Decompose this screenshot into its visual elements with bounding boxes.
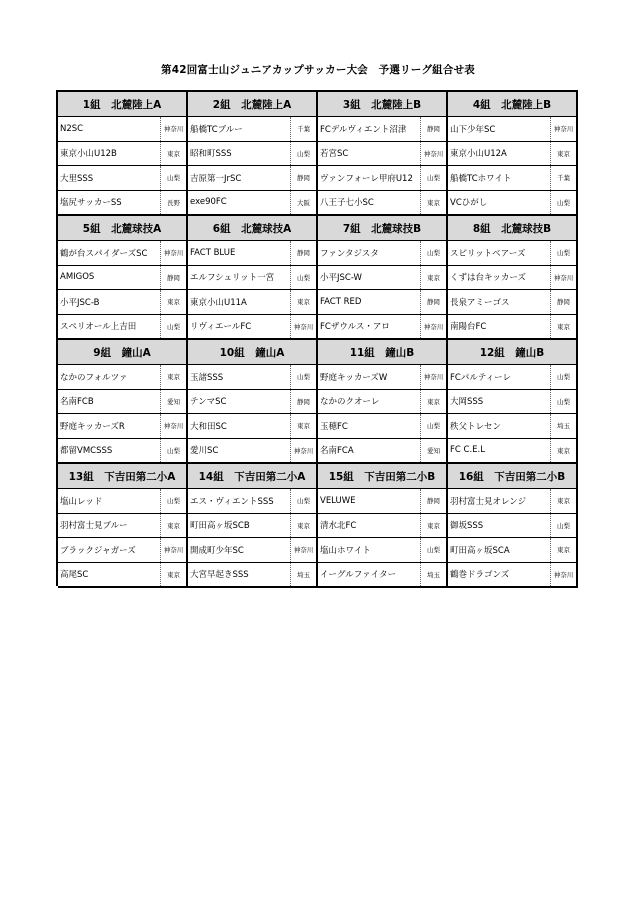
team-prefecture: 神奈川 (550, 266, 576, 290)
group-cell (188, 92, 318, 216)
team-prefecture: 山梨 (420, 414, 446, 438)
group-cell (318, 92, 448, 216)
team-prefecture: 東京 (550, 315, 576, 339)
group-cell (188, 216, 318, 340)
team-prefecture: 静岡 (290, 166, 316, 190)
team-row (448, 290, 576, 315)
team-name: 東京小山U11A (190, 297, 247, 308)
team-row (188, 241, 316, 266)
group-header: 12組 鐘山B (448, 340, 576, 365)
team-row (58, 563, 186, 587)
team-row (58, 117, 186, 142)
team-prefecture: 山梨 (550, 241, 576, 265)
team-prefecture: 東京 (550, 439, 576, 463)
group-cell (318, 340, 448, 464)
team-prefecture: 山梨 (550, 514, 576, 538)
team-row (188, 166, 316, 191)
team-row (318, 563, 446, 587)
group-cell (188, 464, 318, 588)
team-row (188, 563, 316, 587)
team-row (188, 439, 316, 463)
team-name: 御坂SSS (450, 521, 484, 532)
team-name: 塩尻サッカーSS (60, 198, 122, 209)
team-row (448, 489, 576, 514)
team-name: ヴァンフォーレ甲府U12 (320, 173, 413, 184)
team-row (318, 241, 446, 266)
group-header: 10組 鐘山A (188, 340, 316, 365)
team-prefecture: 山梨 (290, 365, 316, 389)
team-name: 東京小山U12A (450, 149, 507, 160)
group-cell (58, 340, 188, 464)
team-name: 塩山レッド (60, 496, 103, 507)
team-row (318, 266, 446, 291)
group-cell (188, 340, 318, 464)
team-row (318, 142, 446, 167)
team-prefecture: 埼玉 (550, 414, 576, 438)
group-header: 9組 鐘山A (58, 340, 186, 365)
team-prefecture: 神奈川 (160, 241, 186, 265)
team-prefecture: 山梨 (160, 489, 186, 513)
team-prefecture: 神奈川 (290, 439, 316, 463)
team-name: 都留VMCSSS (60, 446, 113, 457)
team-name: 南陽台FC (450, 322, 487, 333)
team-row (448, 365, 576, 390)
team-row (58, 538, 186, 563)
team-row (318, 365, 446, 390)
team-row (318, 191, 446, 215)
group-cell (58, 216, 188, 340)
team-name: 若宮SC (320, 149, 349, 160)
group-cell (318, 216, 448, 340)
team-row (58, 439, 186, 463)
team-name: なかのフォルツァ (60, 372, 128, 383)
group-header: 3組 北麓陸上B (318, 92, 446, 117)
team-row (188, 390, 316, 415)
team-row (318, 390, 446, 415)
team-prefecture: 山梨 (160, 315, 186, 339)
team-prefecture: 東京 (550, 538, 576, 562)
group-cell (448, 92, 578, 216)
team-prefecture: 東京 (420, 390, 446, 414)
team-row (448, 390, 576, 415)
team-name: 名南FCA (320, 446, 354, 457)
team-prefecture: 神奈川 (290, 538, 316, 562)
team-prefecture: 東京 (420, 266, 446, 290)
team-prefecture: 神奈川 (290, 315, 316, 339)
team-row (318, 315, 446, 339)
team-name: 大和田SC (190, 421, 227, 432)
team-name: 船橋TCブルー (190, 124, 243, 135)
group-cell (448, 216, 578, 340)
league-table (56, 90, 578, 586)
team-row (448, 538, 576, 563)
team-row (58, 266, 186, 291)
team-row (58, 414, 186, 439)
team-row (188, 414, 316, 439)
team-name: リヴィエールFC (190, 322, 252, 333)
team-row (448, 439, 576, 463)
group-header: 8組 北麓球技B (448, 216, 576, 241)
team-prefecture: 静岡 (420, 117, 446, 141)
team-prefecture: 山梨 (420, 241, 446, 265)
group-header: 13組 下吉田第二小A (58, 464, 186, 489)
team-row (58, 514, 186, 539)
team-row (448, 563, 576, 587)
team-name: 大岡SSS (450, 397, 484, 408)
team-prefecture: 静岡 (420, 290, 446, 314)
team-name: 八王子七小SC (320, 198, 374, 209)
team-name: 小平JSC-B (60, 297, 100, 308)
team-prefecture: 静岡 (290, 390, 316, 414)
team-name: N2SC (60, 123, 84, 134)
team-row (58, 142, 186, 167)
group-header: 16組 下吉田第二小B (448, 464, 576, 489)
team-prefecture: 東京 (160, 365, 186, 389)
team-row (318, 514, 446, 539)
team-name: FCザウルス・アロ (320, 322, 390, 333)
team-row (318, 538, 446, 563)
team-name: FACT BLUE (190, 247, 236, 258)
team-prefecture: 愛知 (160, 390, 186, 414)
team-name: スペリオール上吉田 (60, 322, 137, 333)
team-row (188, 315, 316, 339)
team-row (318, 414, 446, 439)
team-row (58, 191, 186, 215)
team-prefecture: 静岡 (160, 266, 186, 290)
group-header: 1組 北麓陸上A (58, 92, 186, 117)
team-row (58, 365, 186, 390)
team-row (188, 142, 316, 167)
group-cell (448, 464, 578, 588)
team-prefecture: 神奈川 (550, 117, 576, 141)
team-name: テンマSC (190, 397, 227, 408)
team-name: 長泉アミーゴス (450, 297, 510, 308)
team-row (188, 489, 316, 514)
group-header: 5組 北麓球技A (58, 216, 186, 241)
team-row (58, 290, 186, 315)
team-row (188, 290, 316, 315)
team-row (448, 166, 576, 191)
team-name: 野庭キッカーズW (320, 372, 388, 383)
team-name: exe90FC (190, 197, 227, 208)
team-row (58, 489, 186, 514)
team-name: AMIGOS (60, 272, 95, 283)
group-header: 14組 下吉田第二小A (188, 464, 316, 489)
team-prefecture: 東京 (420, 514, 446, 538)
team-name: ブラックジャガーズ (60, 545, 136, 556)
team-row (188, 191, 316, 215)
team-row (448, 142, 576, 167)
team-name: 野庭キッカーズR (60, 421, 125, 432)
team-name: 大里SSS (60, 173, 94, 184)
team-name: 玉穂FC (320, 421, 348, 432)
team-prefecture: 千葉 (550, 166, 576, 190)
team-name: VELUWE (320, 495, 356, 506)
team-prefecture: 山梨 (290, 266, 316, 290)
team-row (448, 117, 576, 142)
team-prefecture: 愛知 (420, 439, 446, 463)
team-row (448, 266, 576, 291)
team-prefecture: 東京 (290, 414, 316, 438)
team-name: エス・ヴィエントSSS (190, 496, 274, 507)
team-name: 山下少年SC (450, 124, 496, 135)
group-header: 15組 下吉田第二小B (318, 464, 446, 489)
team-prefecture: 東京 (160, 142, 186, 166)
team-prefecture: 東京 (420, 191, 446, 215)
team-row (448, 514, 576, 539)
group-header: 11組 鐘山B (318, 340, 446, 365)
team-prefecture: 埼玉 (290, 563, 316, 587)
team-prefecture: 長野 (160, 191, 186, 215)
team-prefecture: 神奈川 (550, 563, 576, 587)
team-row (188, 514, 316, 539)
team-prefecture: 山梨 (290, 142, 316, 166)
team-prefecture: 東京 (290, 290, 316, 314)
team-prefecture: 静岡 (420, 489, 446, 513)
team-name: 東京小山U12B (60, 149, 117, 160)
team-name: 名南FCB (60, 397, 94, 408)
team-prefecture: 静岡 (550, 290, 576, 314)
team-name: イーグルファイター (320, 570, 397, 581)
team-prefecture: 山梨 (550, 390, 576, 414)
team-name: 鶴巻ドラゴンズ (450, 570, 510, 581)
team-prefecture: 東京 (160, 290, 186, 314)
team-name: スピリットベアーズ (450, 248, 526, 259)
team-row (58, 315, 186, 339)
group-header: 4組 北麓陸上B (448, 92, 576, 117)
group-cell (318, 464, 448, 588)
team-prefecture: 山梨 (550, 191, 576, 215)
team-prefecture: 神奈川 (160, 117, 186, 141)
team-row (188, 117, 316, 142)
team-prefecture: 山梨 (290, 489, 316, 513)
team-row (318, 290, 446, 315)
team-prefecture: 埼玉 (420, 563, 446, 587)
team-name: FACT RED (320, 296, 362, 307)
team-prefecture: 山梨 (160, 166, 186, 190)
team-name: FCパルティーレ (450, 372, 511, 383)
team-name: 吉原第一JrSC (190, 173, 242, 184)
group-header: 2組 北麓陸上A (188, 92, 316, 117)
group-header: 6組 北麓球技A (188, 216, 316, 241)
team-prefecture: 大阪 (290, 191, 316, 215)
team-name: 羽村富士見オレンジ (450, 496, 527, 507)
document-title: 第42回富士山ジュニアカップサッカー大会 予選リーグ組合せ表 (161, 64, 475, 76)
team-prefecture: 神奈川 (420, 142, 446, 166)
team-row (318, 117, 446, 142)
team-row (188, 365, 316, 390)
team-name: 玉諸SSS (190, 372, 224, 383)
group-header: 7組 北麓球技B (318, 216, 446, 241)
team-prefecture: 山梨 (420, 538, 446, 562)
team-name: 小平JSC-W (320, 273, 362, 284)
team-prefecture: 神奈川 (420, 365, 446, 389)
team-prefecture: 東京 (160, 514, 186, 538)
team-name: 町田高ヶ坂SCB (190, 521, 250, 532)
group-cell (58, 92, 188, 216)
team-name: 鶴が台スパイダーズSC (60, 248, 148, 259)
team-row (318, 439, 446, 463)
team-row (188, 538, 316, 563)
group-cell (448, 340, 578, 464)
team-name: なかのクオーレ (320, 397, 380, 408)
team-row (448, 315, 576, 339)
team-prefecture: 静岡 (290, 241, 316, 265)
team-name: 高尾SC (60, 570, 89, 581)
team-name: FC C.E.L (450, 445, 485, 456)
team-row (448, 241, 576, 266)
team-name: エルフシュリット一宮 (190, 273, 275, 284)
team-row (188, 266, 316, 291)
team-row (318, 166, 446, 191)
team-name: 船橋TCホワイト (450, 173, 512, 184)
team-row (318, 489, 446, 514)
team-row (58, 166, 186, 191)
team-prefecture: 神奈川 (420, 315, 446, 339)
team-name: 秩父トレセン (450, 421, 502, 432)
team-name: 昭和町SSS (190, 149, 232, 160)
team-prefecture: 東京 (550, 142, 576, 166)
team-row (448, 191, 576, 215)
team-name: 塩山ホワイト (320, 545, 371, 556)
team-row (448, 414, 576, 439)
team-prefecture: 山梨 (420, 166, 446, 190)
team-name: 町田高ヶ坂SCA (450, 545, 510, 556)
team-row (58, 241, 186, 266)
team-name: 愛川SC (190, 446, 219, 457)
team-prefecture: 東京 (550, 489, 576, 513)
group-cell (58, 464, 188, 588)
team-prefecture: 神奈川 (160, 538, 186, 562)
team-name: 開成町少年SC (190, 545, 244, 556)
team-name: ファンタジスタ (320, 248, 379, 259)
team-prefecture: 東京 (160, 563, 186, 587)
team-prefecture: 山梨 (550, 365, 576, 389)
team-name: FCデルヴィエント沼津 (320, 124, 407, 135)
team-name: 羽村富士見ブルー (60, 521, 128, 532)
team-name: 清水北FC (320, 521, 357, 532)
team-name: くずは台キッカーズ (450, 273, 526, 284)
team-prefecture: 山梨 (160, 439, 186, 463)
team-name: 大宮早起きSSS (190, 570, 249, 581)
team-prefecture: 千葉 (290, 117, 316, 141)
team-row (58, 390, 186, 415)
team-prefecture: 神奈川 (160, 414, 186, 438)
team-prefecture: 東京 (290, 514, 316, 538)
team-name: VCひがし (450, 198, 488, 209)
